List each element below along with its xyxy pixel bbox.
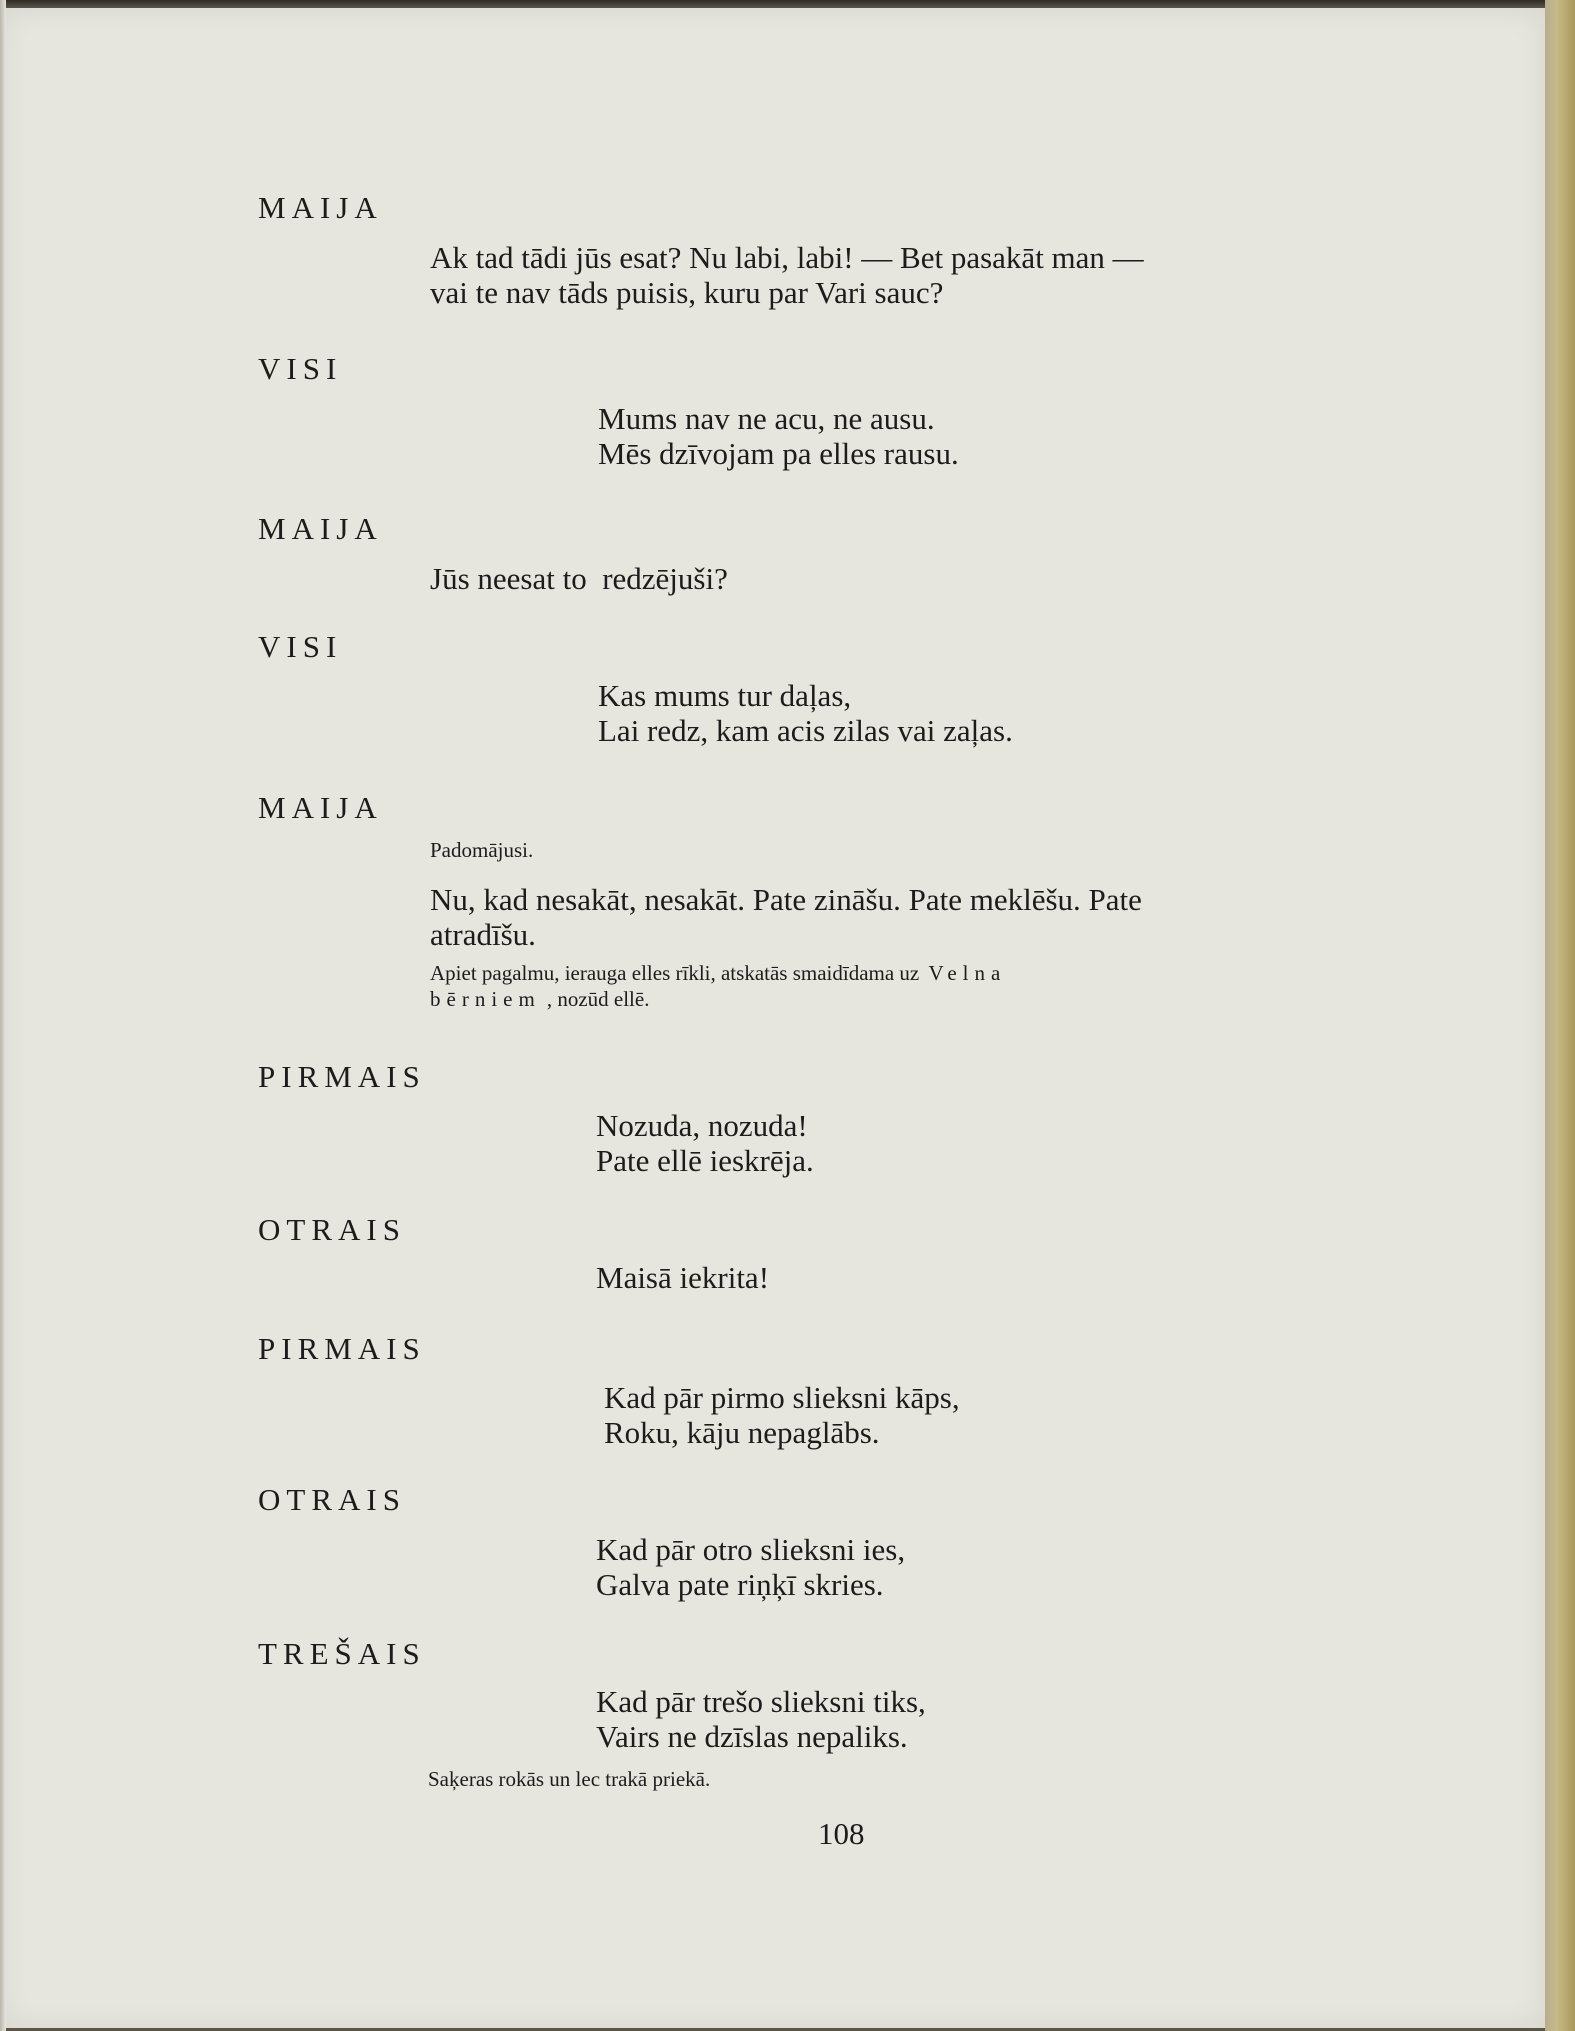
- stage-direction-emphasis: Velna: [928, 961, 1007, 985]
- stage-direction-text: Apiet pagalmu, ierauga elles rīkli, atskatās smaidīdama uz: [430, 961, 920, 985]
- verse-line: Nozuda, nozuda!: [596, 1108, 808, 1143]
- verse-line: Mēs dzīvojam pa elles rausu.: [598, 436, 959, 471]
- verse-line: Vairs ne dzīslas nepaliks.: [596, 1719, 908, 1754]
- page-number: 108: [818, 1816, 865, 1851]
- stage-direction: Padomājusi.: [430, 838, 534, 862]
- dialogue-line: Ak tad tādi jūs esat? Nu labi, labi! — Bet pasakāt man —: [430, 240, 1144, 275]
- stage-direction-emphasis: bērniem: [430, 987, 541, 1011]
- verse-line: Kad pār pirmo slieksni kāps,: [604, 1380, 960, 1415]
- speaker-name: OTRAIS: [258, 1212, 406, 1247]
- stage-direction: [430, 986, 649, 1012]
- verse-line: Lai redz, kam acis zilas vai zaļas.: [598, 713, 1013, 748]
- stage-direction-text: , nozūd ellē.: [546, 987, 650, 1011]
- dialogue-line: atradīšu.: [430, 917, 536, 952]
- dialogue-line: Jūs neesat to redzējuši?: [430, 561, 728, 596]
- verse-line: Galva pate riņķī skries.: [596, 1567, 884, 1602]
- verse-line: Mums nav ne acu, ne ausu.: [598, 401, 935, 436]
- speaker-name: VISI: [258, 351, 343, 386]
- page-left-edge: [0, 0, 6, 2031]
- verse-line: Kas mums tur daļas,: [598, 678, 852, 713]
- verse-line: Roku, kāju nepaglābs.: [604, 1415, 880, 1450]
- speaker-name: PIRMAIS: [258, 1331, 426, 1366]
- speaker-name: MAIJA: [258, 790, 383, 825]
- stage-direction: Saķeras rokās un lec trakā priekā.: [428, 1767, 711, 1791]
- verse-line: Kad pār trešo slieksni tiks,: [596, 1684, 926, 1719]
- speaker-name: OTRAIS: [258, 1482, 406, 1517]
- dialogue-line: vai te nav tāds puisis, kuru par Vari sauc?: [430, 275, 944, 310]
- speaker-name: VISI: [258, 629, 343, 664]
- book-spine: [1545, 0, 1575, 2031]
- verse-line: Maisā iekrita!: [596, 1260, 770, 1295]
- speaker-name: TREŠAIS: [258, 1636, 426, 1671]
- stage-direction: [430, 960, 1006, 986]
- speaker-name: MAIJA: [258, 511, 383, 546]
- dialogue-line: Nu, kad nesakāt, nesakāt. Pate zināšu. Pate meklēšu. Pate: [430, 882, 1142, 917]
- speaker-name: PIRMAIS: [258, 1059, 426, 1094]
- speaker-name: MAIJA: [258, 190, 383, 225]
- verse-line: Pate ellē ieskrēja.: [596, 1143, 814, 1178]
- verse-line: Kad pār otro slieksni ies,: [596, 1532, 906, 1567]
